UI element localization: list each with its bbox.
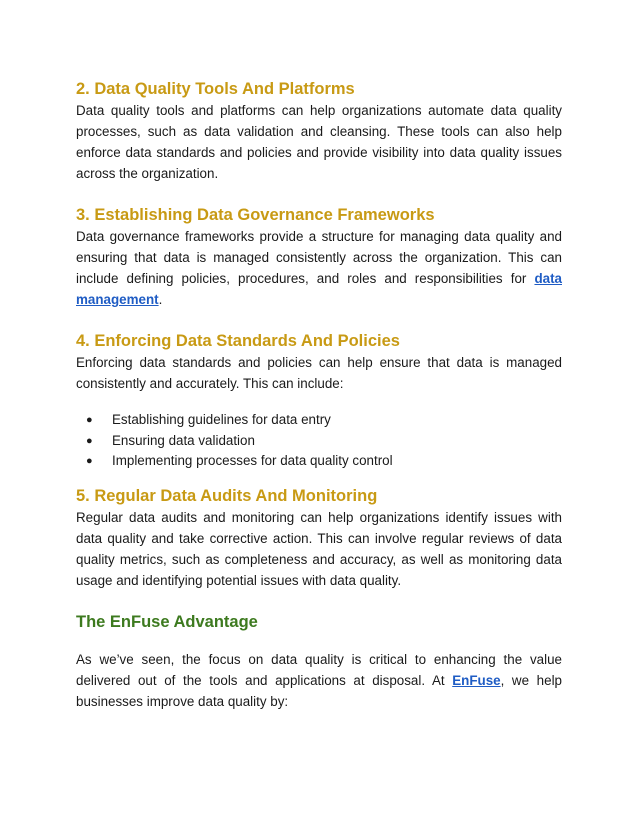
section-heading-enfuse-advantage: The EnFuse Advantage: [76, 612, 258, 631]
section-heading-standards-policies: 4. Enforcing Data Standards And Policies: [76, 332, 400, 350]
section-body-audits-monitoring: Regular data audits and monitoring can help organizations identify issues with data quality and take corrective action. This can involve regular reviews of data quality metrics, such as completeness and accuracy, as well as monitoring data usage and identifying potential issues with data quality.: [76, 509, 562, 588]
governance-body-end: .: [158, 292, 163, 307]
enfuse-body-text: As we’ve seen, the focus on data quality is critical to enhancing the value delivered out of the tools and applications at disposal. At: [76, 651, 562, 688]
section-body-enfuse-advantage: [76, 649, 562, 712]
governance-body-text: Data governance frameworks provide a structure for managing data quality and ensuring that data is managed consistently across the organization. This can include defining policies, procedures, and roles and responsibilities for: [76, 229, 562, 286]
bullet-dot-icon: ●: [86, 455, 93, 467]
list-item: ● Establishing guidelines for data entry: [86, 410, 562, 431]
section-body-governance-frameworks: [76, 226, 562, 310]
list-item: ● Implementing processes for data quality control: [86, 451, 562, 472]
list-item: ● Ensuring data validation: [86, 431, 562, 452]
section-body-data-quality-tools: Data quality tools and platforms can help organizations automate data quality processes, such as data validation and cleansing. These tools can also help enforce data standards and policies and provide visibility into data quality issues across the organization.: [76, 103, 562, 181]
bullet-dot-icon: ●: [86, 414, 93, 426]
enfuse-link[interactable]: EnFuse: [452, 672, 501, 688]
enfuse-body-end: , we help businesses improve data quality by:: [76, 672, 562, 709]
section-heading-data-quality-tools: 2. Data Quality Tools And Platforms: [76, 80, 355, 98]
section-heading-governance-frameworks: 3. Establishing Data Governance Frameworks: [76, 206, 435, 224]
section-body-standards-policies: Enforcing data standards and policies can help ensure that data is managed consistently and accurately. This can include:: [76, 355, 562, 391]
standards-bullet-list: [76, 410, 562, 472]
bullet-dot-icon: ●: [86, 434, 93, 447]
section-heading-audits-monitoring: 5. Regular Data Audits And Monitoring: [76, 486, 378, 505]
data-management-link[interactable]: data management: [76, 271, 562, 307]
